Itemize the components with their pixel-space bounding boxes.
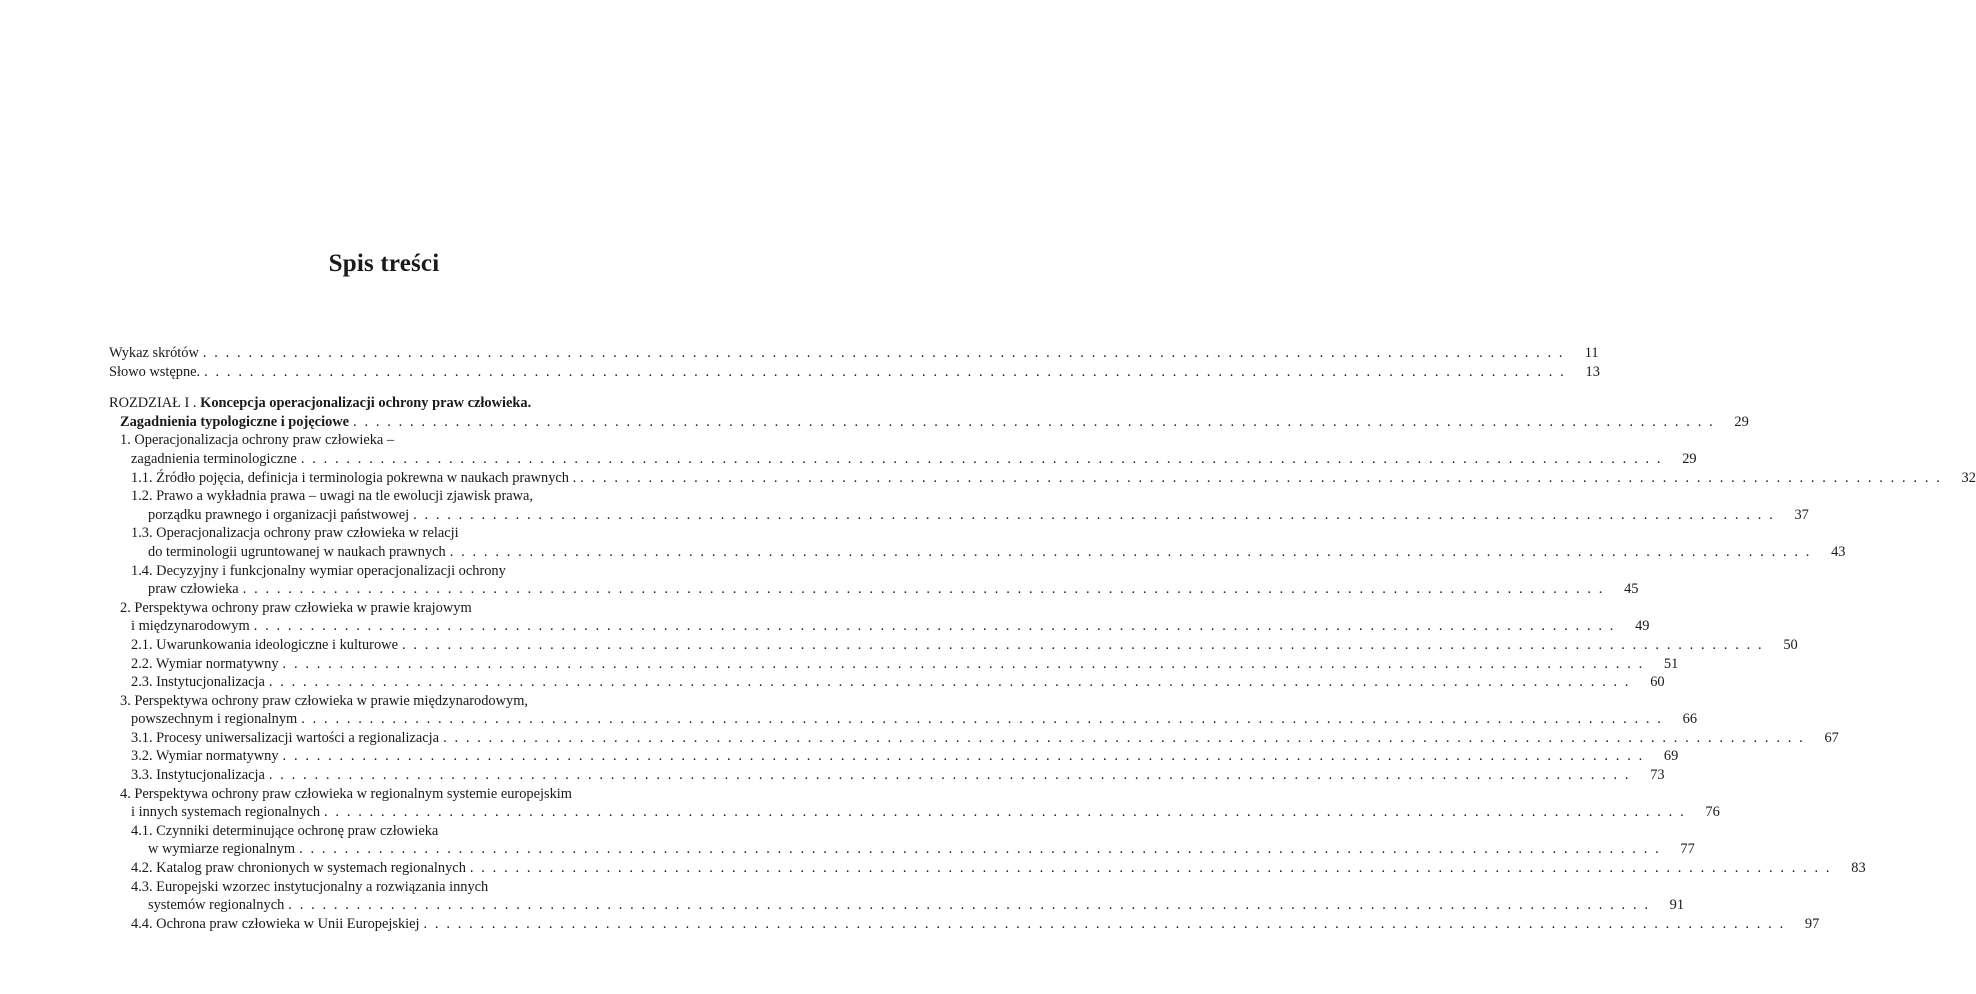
toc-entry	[109, 469, 1976, 488]
toc-entry-title	[109, 394, 531, 413]
dot-leader: . . . . . . . . . . . . . . . . . . . . . . . . . . . . . . . . . . . . . . . . . . . . . . . . . . . . . . . . . . . . . . . . . . . . . . . . . . . . . . . . . . . . . . . . . . . . . . . . . . . . . . . . . . . . . . . . . . . . . . . .	[268, 767, 1631, 784]
toc-entry-title	[148, 840, 295, 859]
toc-line	[109, 822, 669, 841]
dot-leader: . . . . . . . . . . . . . . . . . . . . . . . . . . . . . . . . . . . . . . . . . . . . . . . . . . . . . . . . . . . . . . . . . . . . . . . . . . . . . . . . . . . . . . . . . . . . . . . . . . . . . . . . . . . . . . . . . . . . . . . .	[253, 618, 1616, 635]
toc-entry	[109, 599, 1650, 636]
toc-line	[109, 859, 1866, 878]
toc-line	[109, 431, 669, 450]
dot-leader: . . . . . . . . . . . . . . . . . . . . . . . . . . . . . . . . . . . . . . . . . . . . . . . . . . . . . . . . . . . . . . . . . . . . . . . . . . . . . . . . . . . . . . . . . . . . . . . . . . . . . . . . . . . . . . . . . . . . . . . .	[282, 655, 1645, 672]
toc-line	[109, 562, 669, 581]
dot-leader: . . . . . . . . . . . . . . . . . . . . . . . . . . . . . . . . . . . . . . . . . . . . . . . . . . . . . . . . . . . . . . . . . . . . . . . . . . . . . . . . . . . . . . . . . . . . . . . . . . . . . . . . . . . . . . . . . . . . . . . .	[282, 748, 1645, 765]
toc-entry-text: 1.2. Prawo a wykładnia prawa – uwagi na tle ewolucji zjawisk prawa,	[131, 488, 534, 505]
toc-entry-title	[131, 636, 398, 655]
toc-line	[109, 710, 1698, 729]
toc-line	[109, 692, 669, 711]
dot-leader: . . . . . . . . . . . . . . . . . . . . . . . . . . . . . . . . . . . . . . . . . . . . . . . . . . . . . . . . . . . . . . . . . . . . . . . . . . . . . . . . . . . . . . . . . . . . . . . . . . . . . . . . . . . . . . . . . . . . . . . .	[324, 804, 1686, 821]
toc-entry-text: porządku prawnego i organizacji państwowej	[148, 506, 410, 523]
dot-leader: . . . . . . . . . . . . . . . . . . . . . . . . . . . . . . . . . . . . . . . . . . . . . . . . . . . . . . . . . . . . . . . . . . . . . . . . . . . . . . . . . . . . . . . . . . . . . . . . . . . . . . . . . . . . . . . . . . . . . . . .	[413, 506, 1775, 523]
toc-entry	[109, 859, 1866, 878]
page-number: 69	[1663, 748, 1679, 765]
toc-entry-title	[131, 487, 533, 506]
page-number: 66	[1682, 711, 1698, 728]
toc-entry-text: 1.4. Decyzyjny i funkcjonalny wymiar operacjonalizacji ochrony	[131, 562, 506, 579]
toc-entry	[109, 785, 1720, 822]
toc-entry-text: 2.1. Uwarunkowania ideologiczne i kulturowe	[131, 636, 398, 653]
toc-entry-title	[120, 599, 472, 618]
toc-entry-title	[120, 431, 394, 450]
toc-entry	[109, 822, 1695, 859]
dot-leader: . . . . . . . . . . . . . . . . . . . . . . . . . . . . . . . . . . . . . . . . . . . . . . . . . . . . . . . . . . . . . . . . . . . . . . . . . . . . . . . . . . . . . . . . . . . . . . . . . . . . . . . . . . . . . . . . . . . . . . . .	[449, 543, 1812, 560]
dot-leader: . . . . . . . . . . . . . . . . . . . . . . . . . . . . . . . . . . . . . . . . . . . . . . . . . . . . . . . . . . . . . . . . . . . . . . . . . . . . . . . . . . . . . . . . . . . . . . . . . . . . . . . . . . . . . . . . . . . . . . . .	[580, 469, 1942, 486]
page-number: 11	[1584, 345, 1599, 361]
toc-entry-title	[131, 655, 279, 674]
toc-entry-text: Koncepcja operacjonalizacji ochrony praw człowieka.	[200, 395, 532, 412]
toc-entry-title	[131, 803, 320, 822]
toc-entry-title	[131, 878, 488, 897]
toc-line	[109, 840, 1695, 859]
toc-entry-text: 1.3. Operacjonalizacja ochrony praw człowieka w relacji	[131, 525, 459, 542]
toc-line	[109, 469, 1976, 488]
toc-entry-title	[109, 344, 199, 363]
toc-line	[109, 747, 1679, 766]
dot-leader: . . . . . . . . . . . . . . . . . . . . . . . . . . . . . . . . . . . . . . . . . . . . . . . . . . . . . . . . . . . . . . . . . . . . . . . . . . . . . . . . . . . . . . . . . . . . . . . . . . . . . . . . . . . . . . . . . . . . . . . .	[268, 674, 1631, 691]
toc-entry	[109, 524, 1846, 561]
toc-entry-title	[109, 363, 200, 382]
toc-entry-text: systemów regionalnych	[148, 897, 285, 914]
toc-line	[109, 729, 1839, 748]
page-number: 29	[1734, 413, 1749, 430]
toc-line	[109, 599, 669, 618]
toc-entry-title	[148, 506, 409, 525]
toc-entry	[109, 915, 1820, 934]
toc-line	[109, 803, 1720, 822]
page-number: 60	[1650, 674, 1665, 691]
toc-entry-text: w wymiarze regionalnym	[148, 841, 296, 858]
toc-entry-text: 3.3. Instytucjonalizacja	[131, 767, 265, 784]
toc-entry-text: i międzynarodowym	[131, 618, 250, 635]
toc-entry-title	[120, 692, 528, 711]
toc-entry-text: 1. Operacjonalizacja ochrony praw człowieka –	[120, 432, 395, 449]
dot-leader: . . . . . . . . . . . . . . . . . . . . . . . . . . . . . . . . . . . . . . . . . . . . . . . . . . . . . . . . . . . . . . . . . . . . . . . . . . . . . . . . . . . . . . . . . . . . . . . . . . . . . . . . . . . . . . . . . . . . . . . .	[300, 450, 1663, 467]
toc-entry-text: 1.1. Źródło pojęcia, definicja i terminologia pokrewna w naukach prawnych .	[131, 469, 577, 486]
page-number: 77	[1680, 841, 1695, 858]
page-number: 32	[1961, 469, 1976, 486]
toc-entry-title	[131, 450, 297, 469]
toc-chapter	[109, 394, 1749, 431]
toc-entry-text: 3. Perspektywa ochrony praw człowieka w prawie międzynarodowym,	[120, 692, 529, 709]
page-number: 73	[1650, 767, 1665, 784]
toc-entry	[109, 487, 1809, 524]
page-number: 43	[1831, 543, 1846, 560]
toc-line	[109, 543, 1846, 562]
toc-entry-text: 3.2. Wymiar normatywny	[131, 748, 279, 765]
toc-entry-text: 2. Perspektywa ochrony praw człowieka w prawie krajowym	[120, 599, 472, 616]
toc-entry-text: 4.2. Katalog praw chronionych w systemach regionalnych	[131, 860, 466, 877]
page-number: 50	[1783, 636, 1798, 653]
page-title: Spis treści	[328, 250, 440, 277]
toc-entry	[109, 747, 1679, 766]
toc-entry-title	[131, 524, 459, 543]
toc-line	[109, 344, 1599, 363]
toc-line	[109, 655, 1679, 674]
toc-line	[109, 487, 669, 506]
toc-entry-text: 2.3. Instytucjonalizacja	[131, 674, 265, 691]
page-number: 49	[1635, 618, 1650, 635]
toc-line	[109, 915, 1820, 934]
page-number: 37	[1794, 506, 1809, 523]
dot-leader: . . . . . . . . . . . . . . . . . . . . . . . . . . . . . . . . . . . . . . . . . . . . . . . . . . . . . . . . . . . . . . . . . . . . . . . . . . . . . . . . . . . . . . . . . . . . . . . . . . . . . . . . . . . . . . . . . . . . . . . .	[443, 729, 1805, 746]
table-of-contents	[109, 344, 1976, 933]
toc-line	[109, 524, 669, 543]
toc-entry	[109, 692, 1698, 729]
toc-entry-title	[131, 562, 506, 581]
toc-line	[109, 636, 1798, 655]
dot-leader: . . . . . . . . . . . . . . . . . . . . . . . . . . . . . . . . . . . . . . . . . . . . . . . . . . . . . . . . . . . . . . . . . . . . . . . . . . . . . . . . . . . . . . . . . . . . . . . . . . . . . . . . . . . . . . . . . . . . . . . .	[353, 413, 1715, 430]
toc-entry-title	[131, 673, 265, 692]
toc-line	[109, 450, 1697, 469]
dot-leader: . . . . . . . . . . . . . . . . . . . . . . . . . . . . . . . . . . . . . . . . . . . . . . . . . . . . . . . . . . . . . . . . . . . . . . . . . . . . . . . . . . . . . . . . . . . . . . . . . . . . . . . . . . . . . . . . . . . . . . . .	[204, 363, 1566, 380]
toc-entry-text: Zagadnienia typologiczne i pojęciowe	[120, 413, 350, 430]
toc-entry-text: 4.3. Europejski wzorzec instytucjonalny a rozwiązania innych	[131, 878, 489, 895]
toc-entry-text: 4.1. Czynniki determinujące ochronę praw człowieka	[131, 822, 439, 839]
chapter-label: ROZDZIAŁ I .	[109, 395, 197, 412]
dot-leader: . . . . . . . . . . . . . . . . . . . . . . . . . . . . . . . . . . . . . . . . . . . . . . . . . . . . . . . . . . . . . . . . . . . . . . . . . . . . . . . . . . . . . . . . . . . . . . . . . . . . . . . . . . . . . . . . . . . . . . . .	[401, 636, 1764, 653]
page-number: 91	[1669, 897, 1685, 914]
dot-leader: . . . . . . . . . . . . . . . . . . . . . . . . . . . . . . . . . . . . . . . . . . . . . . . . . . . . . . . . . . . . . . . . . . . . . . . . . . . . . . . . . . . . . . . . . . . . . . . . . . . . . . . . . . . . . . . . . . . . . . . .	[242, 581, 1605, 598]
page-number: 45	[1624, 581, 1639, 598]
toc-entry	[109, 562, 1639, 599]
toc-entry	[109, 655, 1679, 674]
toc-entry	[109, 729, 1839, 748]
toc-entry-title	[131, 766, 265, 785]
page-number: 29	[1682, 450, 1697, 467]
toc-entry-title	[131, 469, 576, 488]
toc-entry-title	[131, 822, 438, 841]
page-number: 13	[1585, 363, 1600, 380]
dot-leader: . . . . . . . . . . . . . . . . . . . . . . . . . . . . . . . . . . . . . . . . . . . . . . . . . . . . . . . . . . . . . . . . . . . . . . . . . . . . . . . . . . . . . . . . . . . . . . . . . . . . . . . . . . . . . . . . . . . . . . . .	[299, 841, 1661, 858]
toc-line	[109, 785, 669, 804]
toc-entry-title	[131, 915, 420, 934]
page-number: 83	[1851, 860, 1866, 877]
toc-entry-text: i innych systemach regionalnych	[131, 804, 321, 821]
dot-leader: . . . . . . . . . . . . . . . . . . . . . . . . . . . . . . . . . . . . . . . . . . . . . . . . . . . . . . . . . . . . . . . . . . . . . . . . . . . . . . . . . . . . . . . . . . . . . . . . . . . . . . . . . . . . . . . . . . . . . . . .	[202, 345, 1565, 361]
toc-entry-text: 2.2. Wymiar normatywny	[131, 655, 279, 672]
toc-line	[109, 363, 1600, 382]
toc-line	[109, 673, 1665, 692]
toc-entry-title	[131, 859, 466, 878]
dot-leader: . . . . . . . . . . . . . . . . . . . . . . . . . . . . . . . . . . . . . . . . . . . . . . . . . . . . . . . . . . . . . . . . . . . . . . . . . . . . . . . . . . . . . . . . . . . . . . . . . . . . . . . . . . . . . . . . . . . . . . . .	[423, 915, 1786, 932]
toc-entry	[109, 636, 1798, 655]
toc-entry-text: Słowo wstępne.	[109, 363, 201, 380]
toc-line	[109, 394, 669, 413]
toc-line	[109, 506, 1809, 525]
toc-entry-title	[120, 785, 572, 804]
toc-entry-title	[131, 617, 250, 636]
toc-line	[109, 896, 1685, 915]
toc-entry-title	[131, 729, 439, 748]
toc-entry	[109, 878, 1685, 915]
toc-line	[109, 413, 1749, 432]
page-number: 97	[1804, 915, 1820, 932]
toc-line	[109, 766, 1665, 785]
toc-entry-title	[148, 896, 284, 915]
toc-entry	[109, 766, 1665, 785]
dot-leader: . . . . . . . . . . . . . . . . . . . . . . . . . . . . . . . . . . . . . . . . . . . . . . . . . . . . . . . . . . . . . . . . . . . . . . . . . . . . . . . . . . . . . . . . . . . . . . . . . . . . . . . . . . . . . . . . . . . . . . . .	[469, 860, 1832, 877]
toc-line	[109, 878, 669, 897]
toc-entry-title	[131, 747, 279, 766]
toc-entry	[109, 673, 1665, 692]
toc-line	[109, 580, 1639, 599]
dot-leader: . . . . . . . . . . . . . . . . . . . . . . . . . . . . . . . . . . . . . . . . . . . . . . . . . . . . . . . . . . . . . . . . . . . . . . . . . . . . . . . . . . . . . . . . . . . . . . . . . . . . . . . . . . . . . . . . . . . . . . . .	[301, 711, 1664, 728]
toc-entry-text: powszechnym i regionalnym	[131, 711, 298, 728]
toc-entry-title	[148, 543, 446, 562]
toc-entry-text: Wykaz skrótów	[109, 345, 199, 361]
toc-entry	[109, 363, 1600, 382]
toc-entry-text: 4. Perspektywa ochrony praw człowieka w regionalnym systemie europejskim	[120, 785, 572, 802]
toc-entry-text: zagadnienia terminologiczne	[131, 450, 297, 467]
toc-entry	[109, 344, 1599, 363]
page-number: 51	[1663, 655, 1679, 672]
toc-entry-text: praw człowieka	[148, 581, 239, 598]
toc-entry-text: 4.4. Ochrona praw człowieka w Unii Europejskiej	[131, 915, 420, 932]
toc-entry-text: 3.1. Procesy uniwersalizacji wartości a regionalizacja	[131, 729, 440, 746]
page-number: 67	[1824, 729, 1839, 746]
dot-leader: . . . . . . . . . . . . . . . . . . . . . . . . . . . . . . . . . . . . . . . . . . . . . . . . . . . . . . . . . . . . . . . . . . . . . . . . . . . . . . . . . . . . . . . . . . . . . . . . . . . . . . . . . . . . . . . . . . . . . . . .	[288, 897, 1651, 914]
toc-entry	[109, 431, 1697, 468]
toc-line	[109, 617, 1650, 636]
toc-entry-title	[148, 580, 239, 599]
toc-entry-title	[120, 413, 349, 432]
page-number: 76	[1705, 804, 1720, 821]
toc-entry-title	[131, 710, 297, 729]
toc-entry-text: do terminologii ugruntowanej w naukach prawnych	[148, 543, 446, 560]
